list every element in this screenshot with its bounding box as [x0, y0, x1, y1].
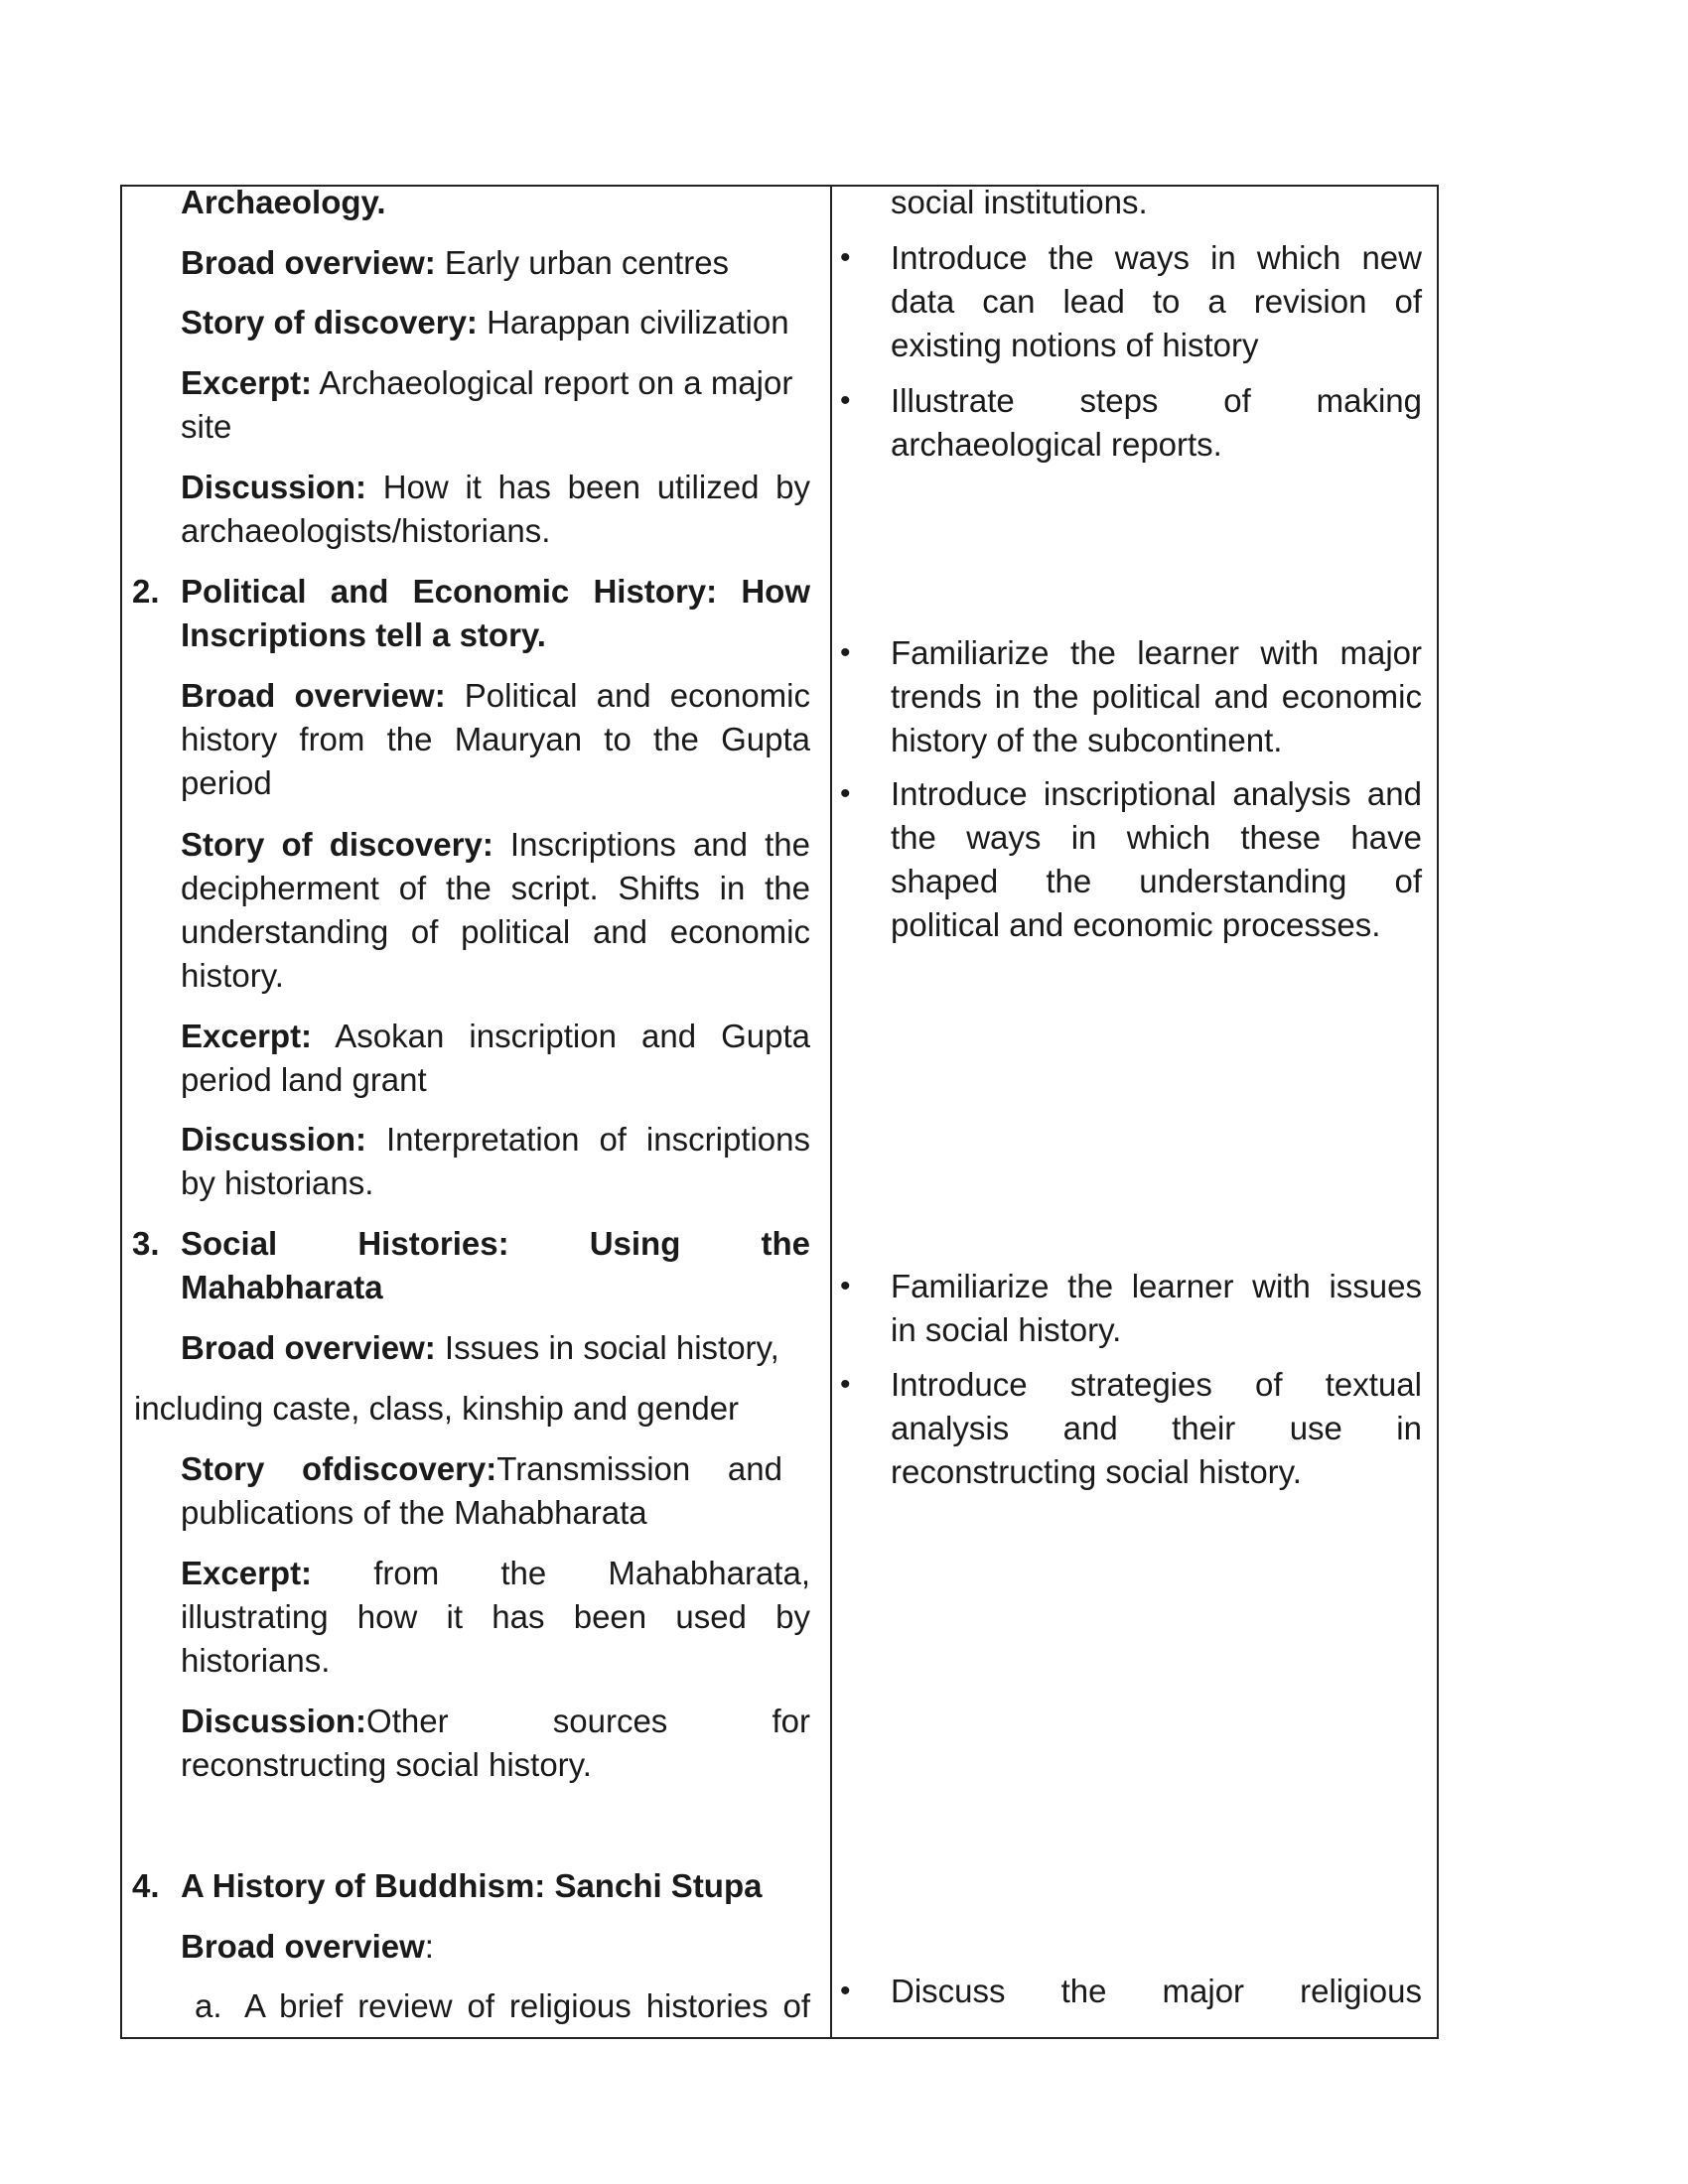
unit1-excerpt-line2: site [181, 408, 232, 445]
bullet-icon: • [840, 384, 851, 417]
unit4-item-a: A brief review of religious histories of [244, 1987, 810, 2024]
unit1-story: Story of discovery: Harappan civilization [181, 304, 789, 341]
unit1-discussion-line2: archaeologists/historians. [181, 512, 551, 549]
unit2-excerpt: Excerpt: Asokan inscription and Gupta [181, 1018, 810, 1054]
unit2-story-line4: history. [181, 957, 284, 994]
objective-7-line1: Discuss the major religious [891, 1973, 1422, 2009]
unit2-story: Story of discovery: Inscriptions and the [181, 826, 810, 863]
objective-4-line3: shaped the understanding of [891, 863, 1422, 899]
unit2-story-line2: decipherment of the script. Shifts in the [181, 870, 810, 906]
unit2-excerpt-line2: period land grant [181, 1061, 427, 1098]
unit2-overview: Broad overview: Political and economic [181, 677, 810, 714]
objective-1-line2: data can lead to a revision of [891, 283, 1422, 320]
objective-2-line2: archaeological reports. [891, 426, 1222, 463]
unit3-excerpt-line2: illustrating how it has been used by [181, 1598, 810, 1635]
bullet-icon: • [840, 1368, 851, 1401]
unit2-story-line3: understanding of political and economic [181, 913, 810, 950]
unit3-number: 3. [132, 1225, 160, 1262]
bullet-icon: • [840, 636, 851, 669]
objective-2-line1: Illustrate steps of making [891, 382, 1422, 419]
objective-4-line2: the ways in which these have [891, 819, 1422, 856]
unit1-title-end: Archaeology. [181, 184, 386, 220]
unit3-discussion-line2: reconstructing social history. [181, 1746, 592, 1783]
objective-3-line1: Familiarize the learner with major [891, 634, 1422, 671]
unit2-discussion-line2: by historians. [181, 1164, 374, 1201]
unit2-overview-line3: period [181, 764, 272, 801]
objective-6-line2: analysis and their use in [891, 1410, 1422, 1446]
unit4-number: 4. [132, 1867, 160, 1904]
unit3-excerpt-line3: historians. [181, 1642, 331, 1679]
unit2-title-line2: Inscriptions tell a story. [181, 616, 546, 653]
objective-1-line3: existing notions of history [891, 327, 1259, 363]
objective-5-line1: Familiarize the learner with issues [891, 1268, 1422, 1304]
objective-6-line3: reconstructing social history. [891, 1453, 1302, 1490]
unit2-discussion: Discussion: Interpretation of inscriptions [181, 1121, 810, 1158]
unit1-excerpt: Excerpt: Archaeological report on a major [181, 364, 793, 401]
unit2-title: Political and Economic History: How [181, 573, 810, 610]
objective-3-line3: history of the subcontinent. [891, 722, 1283, 758]
bullet-icon: • [840, 777, 851, 810]
unit3-title: Social Histories: Using the [181, 1225, 810, 1262]
bullet-icon: • [840, 241, 851, 274]
unit3-story: Story ofdiscovery:Transmission and [181, 1450, 782, 1487]
unit2-number: 2. [132, 573, 160, 610]
objective-4-line4: political and economic processes. [891, 906, 1381, 943]
unit3-discussion: Discussion:Other sources for [181, 1703, 810, 1739]
objective-1-line1: Introduce the ways in which new [891, 239, 1422, 276]
unit3-excerpt: Excerpt: from the Mahabharata, [181, 1555, 810, 1591]
right-continuation: social institutions. [891, 184, 1148, 220]
unit4-item-a-label: a. [195, 1987, 222, 2024]
unit3-overview-line2: including caste, class, kinship and gender [134, 1390, 740, 1427]
unit3-story-line2: publications of the Mahabharata [181, 1494, 647, 1531]
unit4-overview: Broad overview: [181, 1928, 434, 1965]
unit2-overview-line2: history from the Mauryan to the Gupta [181, 721, 810, 757]
bullet-icon: • [840, 1975, 851, 2007]
unit3-overview: Broad overview: Issues in social history, [181, 1329, 779, 1366]
column-divider [830, 185, 832, 2039]
unit3-title-line2: Mahabharata [181, 1269, 383, 1305]
unit4-title: A History of Buddhism: Sanchi Stupa [181, 1867, 763, 1904]
objective-3-line2: trends in the political and economic [891, 678, 1422, 715]
unit1-overview: Broad overview: Early urban centres [181, 244, 730, 281]
unit1-discussion: Discussion: How it has been utilized by [181, 469, 810, 505]
objective-6-line1: Introduce strategies of textual [891, 1366, 1422, 1403]
objective-4-line1: Introduce inscriptional analysis and [891, 775, 1422, 812]
bullet-icon: • [840, 1270, 851, 1302]
objective-5-line2: in social history. [891, 1311, 1122, 1348]
